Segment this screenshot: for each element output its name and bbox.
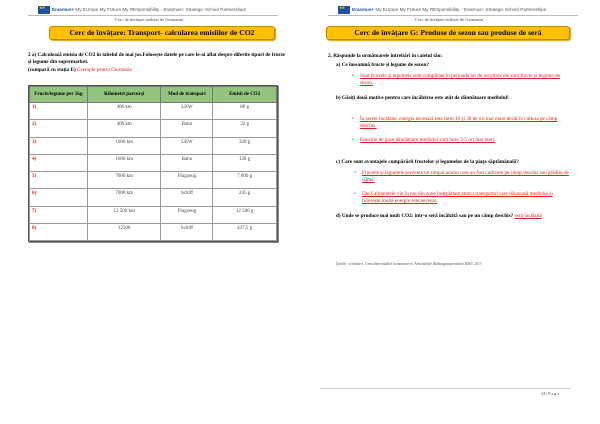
transport-cell: Flugzeug <box>161 172 213 189</box>
km-cell: 400 km <box>87 103 161 120</box>
header-tagline: My EUrope My FUture My RESponsibility - Erasmus+ Strategic School Partnerships <box>375 7 547 12</box>
brand-label: Erasmus+ <box>52 7 75 12</box>
transport-cell: Schiff <box>161 224 213 241</box>
col-header-km: Kilometri parcurşi <box>87 87 161 103</box>
table-row <box>30 137 277 154</box>
header-subtitle: Cerc de învățare realizat de Germania <box>414 17 484 22</box>
eu-flag-icon <box>38 6 50 14</box>
question-b: b) Găsiți două motive pentru care încălzirea este atât de dăunătoare mediului! <box>336 95 509 101</box>
km-cell: 1600 km <box>87 154 161 171</box>
question-d <box>336 213 576 220</box>
row-number: 3) <box>30 137 88 154</box>
header-divider <box>328 15 578 16</box>
page-number: 24 | P a g e <box>541 391 560 396</box>
row-number: 1) <box>30 103 88 120</box>
eu-flag-icon <box>338 6 350 14</box>
emissions-cell: 7 000 g <box>213 172 277 189</box>
page-title: Cerc de învățare: Transport- calcularea emisiilor de CO2 <box>49 26 275 40</box>
emissions-cell: 245 g <box>213 189 277 206</box>
answer-b-2: • Emisiile de gaze dăunătoare mediului sunt între 3-5 ori mai mari. <box>360 137 570 144</box>
km-cell: 400 km <box>87 120 161 137</box>
transport-cell: Bahn <box>161 120 213 137</box>
brand-label: Erasmus+ <box>352 7 375 12</box>
transport-cell: Schiff <box>161 189 213 206</box>
page-header <box>38 5 246 14</box>
answer-b-1: • În serele încălzite, energia necesară este între 10 şi 30 de ori mai mare decât în cultura pe câmp deschis. <box>360 116 570 130</box>
answer-d: seră încălzită <box>514 213 542 219</box>
table-row <box>30 189 277 206</box>
answer-c-2: • Dacă alimentele vin în noi din zone îndepărtate atunci transportul care dăunează mediului și folosește multă energie este necesar. <box>362 191 572 205</box>
transport-cell: LKW <box>161 103 213 120</box>
km-cell: 7000 km <box>87 189 161 206</box>
compare-answer: Exemple pentru Germania <box>77 67 132 73</box>
header-subtitle: Cerc de învățare realizat de Germania <box>114 17 184 22</box>
emissions-cell: 80 g <box>213 103 277 120</box>
question-c: c) Care sunt avantajele cumpărării fructelor și legumelor de la piața săptămânală? <box>336 159 519 165</box>
header-divider <box>28 15 278 16</box>
emissions-cell: 128 g <box>213 154 277 171</box>
compare-prefix: (compară cu stația E) <box>28 67 76 73</box>
km-cell: 1600 km <box>87 137 161 154</box>
table-row <box>30 154 277 171</box>
col-header-produce: Fructe/legume per 1kg <box>30 87 88 103</box>
col-header-emissions: Emisii de CO2 <box>213 87 277 103</box>
table-row <box>30 206 277 223</box>
km-cell: 7000 km <box>87 172 161 189</box>
question-a: a) Ce înseamnă fructe și legume de sezon? <box>336 62 429 68</box>
table-row <box>30 120 277 137</box>
transport-cell: Bahn <box>161 154 213 171</box>
table-row <box>30 172 277 189</box>
compare-line <box>28 67 288 74</box>
instruction-text <box>28 52 288 65</box>
answer-a: • Sunt fructele şi legumele sunt cumpărate în perioada lor de recoltare ele sunt fructe și legume de sezon. <box>360 73 570 87</box>
page-header <box>338 5 546 14</box>
row-number: 2) <box>30 120 88 137</box>
question-d-text: d) Unde se produce mai mult CO2: într-o seră încălzită sau pe un câmp deschis? <box>336 213 514 219</box>
row-number: 4) <box>30 154 88 171</box>
transport-cell: LKW <box>161 137 213 154</box>
table-row <box>30 224 277 241</box>
emissions-cell: 32 g <box>213 120 277 137</box>
footer-divider <box>320 388 570 389</box>
intro-text: 2. Răspunde la următoarele întrebări în caietul tău: <box>328 53 443 59</box>
emissions-cell: 320 g <box>213 137 277 154</box>
col-header-transport: Mod de transport <box>161 87 213 103</box>
row-number: 8) <box>30 224 88 241</box>
km-cell: 12500 <box>87 224 161 241</box>
table-row <box>30 103 277 120</box>
header-tagline: My EUrope My FUture My RESponsibility - Erasmus+ Strategic School Partnerships <box>75 7 247 12</box>
row-number: 5) <box>30 172 88 189</box>
co2-table <box>29 86 277 241</box>
emissions-cell: 437,5 g <box>213 224 277 241</box>
row-number: 7) <box>30 206 88 223</box>
table-header-row <box>30 87 277 103</box>
answer-c-1: • Fructele și legumele prezente tot timpul anului care au fost cultivate pe câmp deschis sau grădini de climă. <box>362 170 572 184</box>
row-number: 6) <box>30 189 88 206</box>
instruction-bold: 2 a) Calculează emisia de CO2 în tabelul de mai jos.Folosește datele pe care le-ai aflat despre diferite tipuri de fructe și legume din supermarket. <box>28 52 285 65</box>
right-page <box>304 0 594 424</box>
source-note: Quelle: verändert, Umweltfreundlich konsumieren. Arbeitshilfe Bildungsmaterialien BMU 2013 <box>336 262 482 266</box>
page-title: Cerc de învățare G: Produse de sezon sau produse de seră <box>326 26 570 40</box>
transport-cell: Flugzeug <box>161 206 213 223</box>
emissions-cell: 12 500 g <box>213 206 277 223</box>
km-cell: 12 500 km <box>87 206 161 223</box>
